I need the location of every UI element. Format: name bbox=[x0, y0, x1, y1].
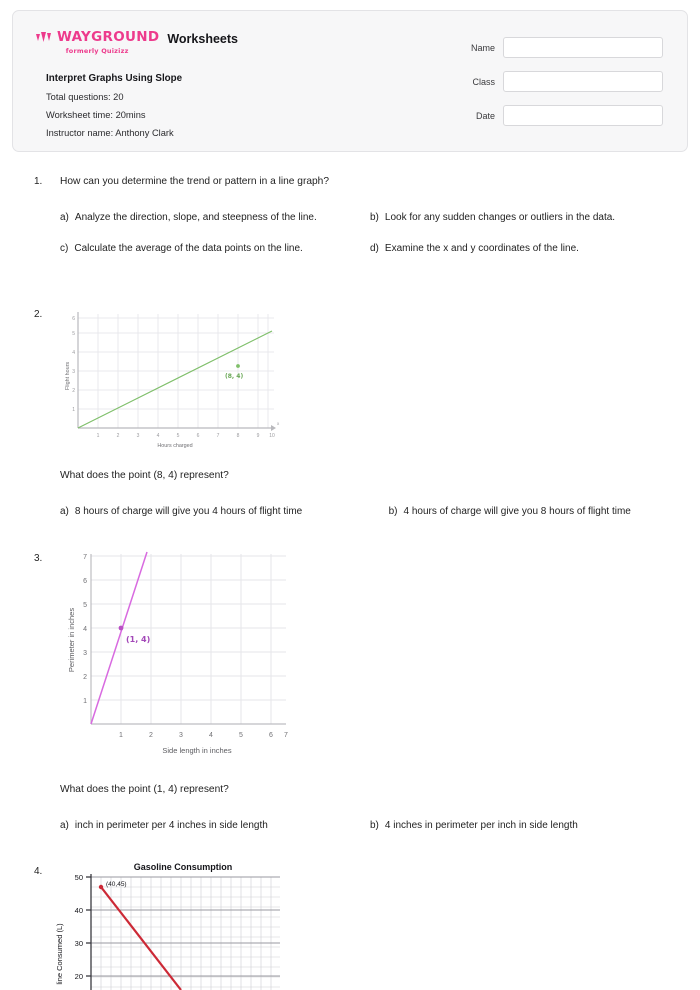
perimeter-xlabel: Side length in inches bbox=[162, 746, 232, 755]
question-3-options bbox=[60, 819, 680, 834]
y-tick-5: 5 bbox=[83, 602, 87, 609]
instructor-name: Instructor name: Anthony Clark bbox=[46, 128, 174, 138]
y-tick-30: 30 bbox=[74, 939, 83, 948]
question-4-number: 4. bbox=[34, 866, 43, 877]
gasoline-ylabel: line Consumed (L) bbox=[55, 923, 64, 985]
x-tick-10: 10 bbox=[269, 433, 275, 439]
question-1-option-c[interactable] bbox=[60, 242, 370, 257]
y-tick-40: 40 bbox=[74, 906, 83, 915]
x-tick-6: 6 bbox=[196, 433, 200, 439]
question-3-option-a[interactable] bbox=[60, 819, 370, 834]
worksheet-title: Interpret Graphs Using Slope bbox=[46, 73, 183, 84]
question-2-options bbox=[60, 505, 680, 520]
option-c-letter: c) bbox=[60, 242, 69, 254]
y-tick-4: 4 bbox=[83, 626, 87, 633]
class-label: Class bbox=[472, 76, 495, 87]
name-label: Name bbox=[470, 42, 495, 53]
product-name: Worksheets bbox=[167, 32, 238, 46]
y-tick-20: 20 bbox=[74, 972, 83, 981]
x-tick-8: 8 bbox=[236, 433, 240, 439]
brand-name: WAYGROUND bbox=[57, 29, 160, 45]
date-input[interactable] bbox=[503, 105, 663, 126]
question-3-text: What does the point (1, 4) represent? bbox=[60, 784, 229, 795]
data-point-1-4 bbox=[119, 626, 124, 631]
option-a-letter: a) bbox=[60, 506, 69, 517]
question-1-text: How can you determine the trend or pattern in a line graph? bbox=[60, 176, 329, 187]
x-tick-3: 3 bbox=[136, 433, 140, 439]
x-tick-1: 1 bbox=[119, 732, 123, 739]
perimeter-chart bbox=[62, 548, 297, 760]
wayground-logo-icon bbox=[35, 31, 55, 44]
question-1-option-b[interactable] bbox=[370, 211, 680, 226]
x-tick-3: 3 bbox=[179, 732, 183, 739]
question-1-number: 1. bbox=[34, 176, 43, 187]
question-2-option-a[interactable] bbox=[60, 505, 389, 520]
worksheet-time: Worksheet time: 20mins bbox=[46, 110, 146, 120]
perimeter-ylabel: Perimeter in inches bbox=[67, 607, 76, 673]
worksheet-meta bbox=[46, 73, 182, 146]
y-tick-1: 1 bbox=[83, 698, 87, 705]
name-field-row bbox=[428, 37, 663, 58]
date-label: Date bbox=[475, 110, 495, 121]
option-d-text: Examine the x and y coordinates of the line. bbox=[384, 242, 579, 254]
y-tick-4: 4 bbox=[72, 350, 75, 356]
flight-hours-ylabel: Flight hours bbox=[65, 361, 71, 391]
total-questions: Total questions: 20 bbox=[46, 92, 124, 102]
option-a-text: 8 hours of charge will give you 4 hours of flight time bbox=[74, 506, 303, 517]
x-tick-6: 6 bbox=[269, 732, 273, 739]
x-tick-4: 4 bbox=[156, 433, 160, 439]
x-tick-7: 7 bbox=[216, 433, 220, 439]
gasoline-chart-title: Gasoline Consumption bbox=[133, 862, 233, 872]
perimeter-annotation: (1, 4) bbox=[126, 635, 151, 644]
option-d-letter: d) bbox=[370, 242, 379, 254]
y-tick-1: 1 bbox=[72, 407, 75, 413]
wayground-logo bbox=[35, 31, 159, 55]
option-b-text: 4 inches in perimeter per inch in side length bbox=[384, 820, 578, 831]
question-2-option-b[interactable] bbox=[389, 505, 680, 520]
question-2-number: 2. bbox=[34, 309, 43, 320]
y-tick-2: 2 bbox=[83, 674, 87, 681]
gasoline-annotation: (40,45) bbox=[106, 881, 127, 888]
option-b-text: Look for any sudden changes or outliers in the data. bbox=[384, 212, 616, 223]
option-b-letter: b) bbox=[370, 212, 379, 223]
x-tick-5: 5 bbox=[239, 732, 243, 739]
y-tick-6: 6 bbox=[72, 316, 75, 322]
gasoline-chart bbox=[48, 858, 293, 990]
option-b-letter: b) bbox=[370, 820, 379, 831]
class-field-row bbox=[428, 71, 663, 92]
flight-hours-chart bbox=[62, 306, 287, 451]
x-tick-1: 1 bbox=[96, 433, 100, 439]
student-fields bbox=[428, 37, 663, 139]
option-a-letter: a) bbox=[60, 820, 69, 831]
option-c-text: Calculate the average of the data points on the line. bbox=[74, 242, 303, 254]
data-point-8-4 bbox=[236, 364, 240, 368]
y-tick-3: 3 bbox=[83, 650, 87, 657]
option-a-letter: a) bbox=[60, 212, 69, 223]
flight-hours-xlabel: Hours charged bbox=[157, 443, 193, 449]
y-tick-50: 50 bbox=[74, 873, 83, 882]
question-2-text: What does the point (8, 4) represent? bbox=[60, 470, 229, 481]
question-3-number: 3. bbox=[34, 553, 43, 564]
question-3-option-b[interactable] bbox=[370, 819, 680, 834]
option-a-text: Analyze the direction, slope, and steepness of the line. bbox=[74, 212, 317, 223]
y-tick-5: 5 bbox=[72, 331, 75, 337]
question-1-option-a[interactable] bbox=[60, 211, 370, 226]
x-tick-5: 5 bbox=[176, 433, 180, 439]
worksheet-header bbox=[12, 10, 688, 152]
x-tick-9: 9 bbox=[256, 433, 260, 439]
x-tick-4: 4 bbox=[209, 732, 213, 739]
x-tick-2: 2 bbox=[116, 433, 120, 439]
x-tick-2: 2 bbox=[149, 732, 153, 739]
question-1-options bbox=[60, 211, 680, 256]
question-1-option-d[interactable] bbox=[370, 242, 680, 257]
y-tick-7: 7 bbox=[83, 554, 87, 561]
y-tick-3: 3 bbox=[72, 369, 75, 375]
x-axis-arrow-label: x bbox=[277, 421, 280, 426]
data-point-40-45 bbox=[99, 885, 103, 889]
option-a-text: inch in perimeter per 4 inches in side length bbox=[74, 820, 268, 831]
option-b-letter: b) bbox=[388, 506, 398, 517]
brand-row bbox=[35, 31, 238, 55]
brand-subtitle: formerly Quizizz bbox=[65, 46, 129, 55]
option-b-text: 4 hours of charge will give you 8 hours of flight time bbox=[403, 506, 631, 517]
flight-hours-annotation: (8, 4) bbox=[225, 373, 244, 380]
y-tick-6: 6 bbox=[83, 578, 87, 585]
y-tick-2: 2 bbox=[72, 388, 75, 394]
date-field-row bbox=[428, 105, 663, 126]
x-tick-7: 7 bbox=[284, 732, 288, 739]
class-input[interactable] bbox=[503, 71, 663, 92]
name-input[interactable] bbox=[503, 37, 663, 58]
x-axis-arrow-icon bbox=[271, 425, 276, 431]
